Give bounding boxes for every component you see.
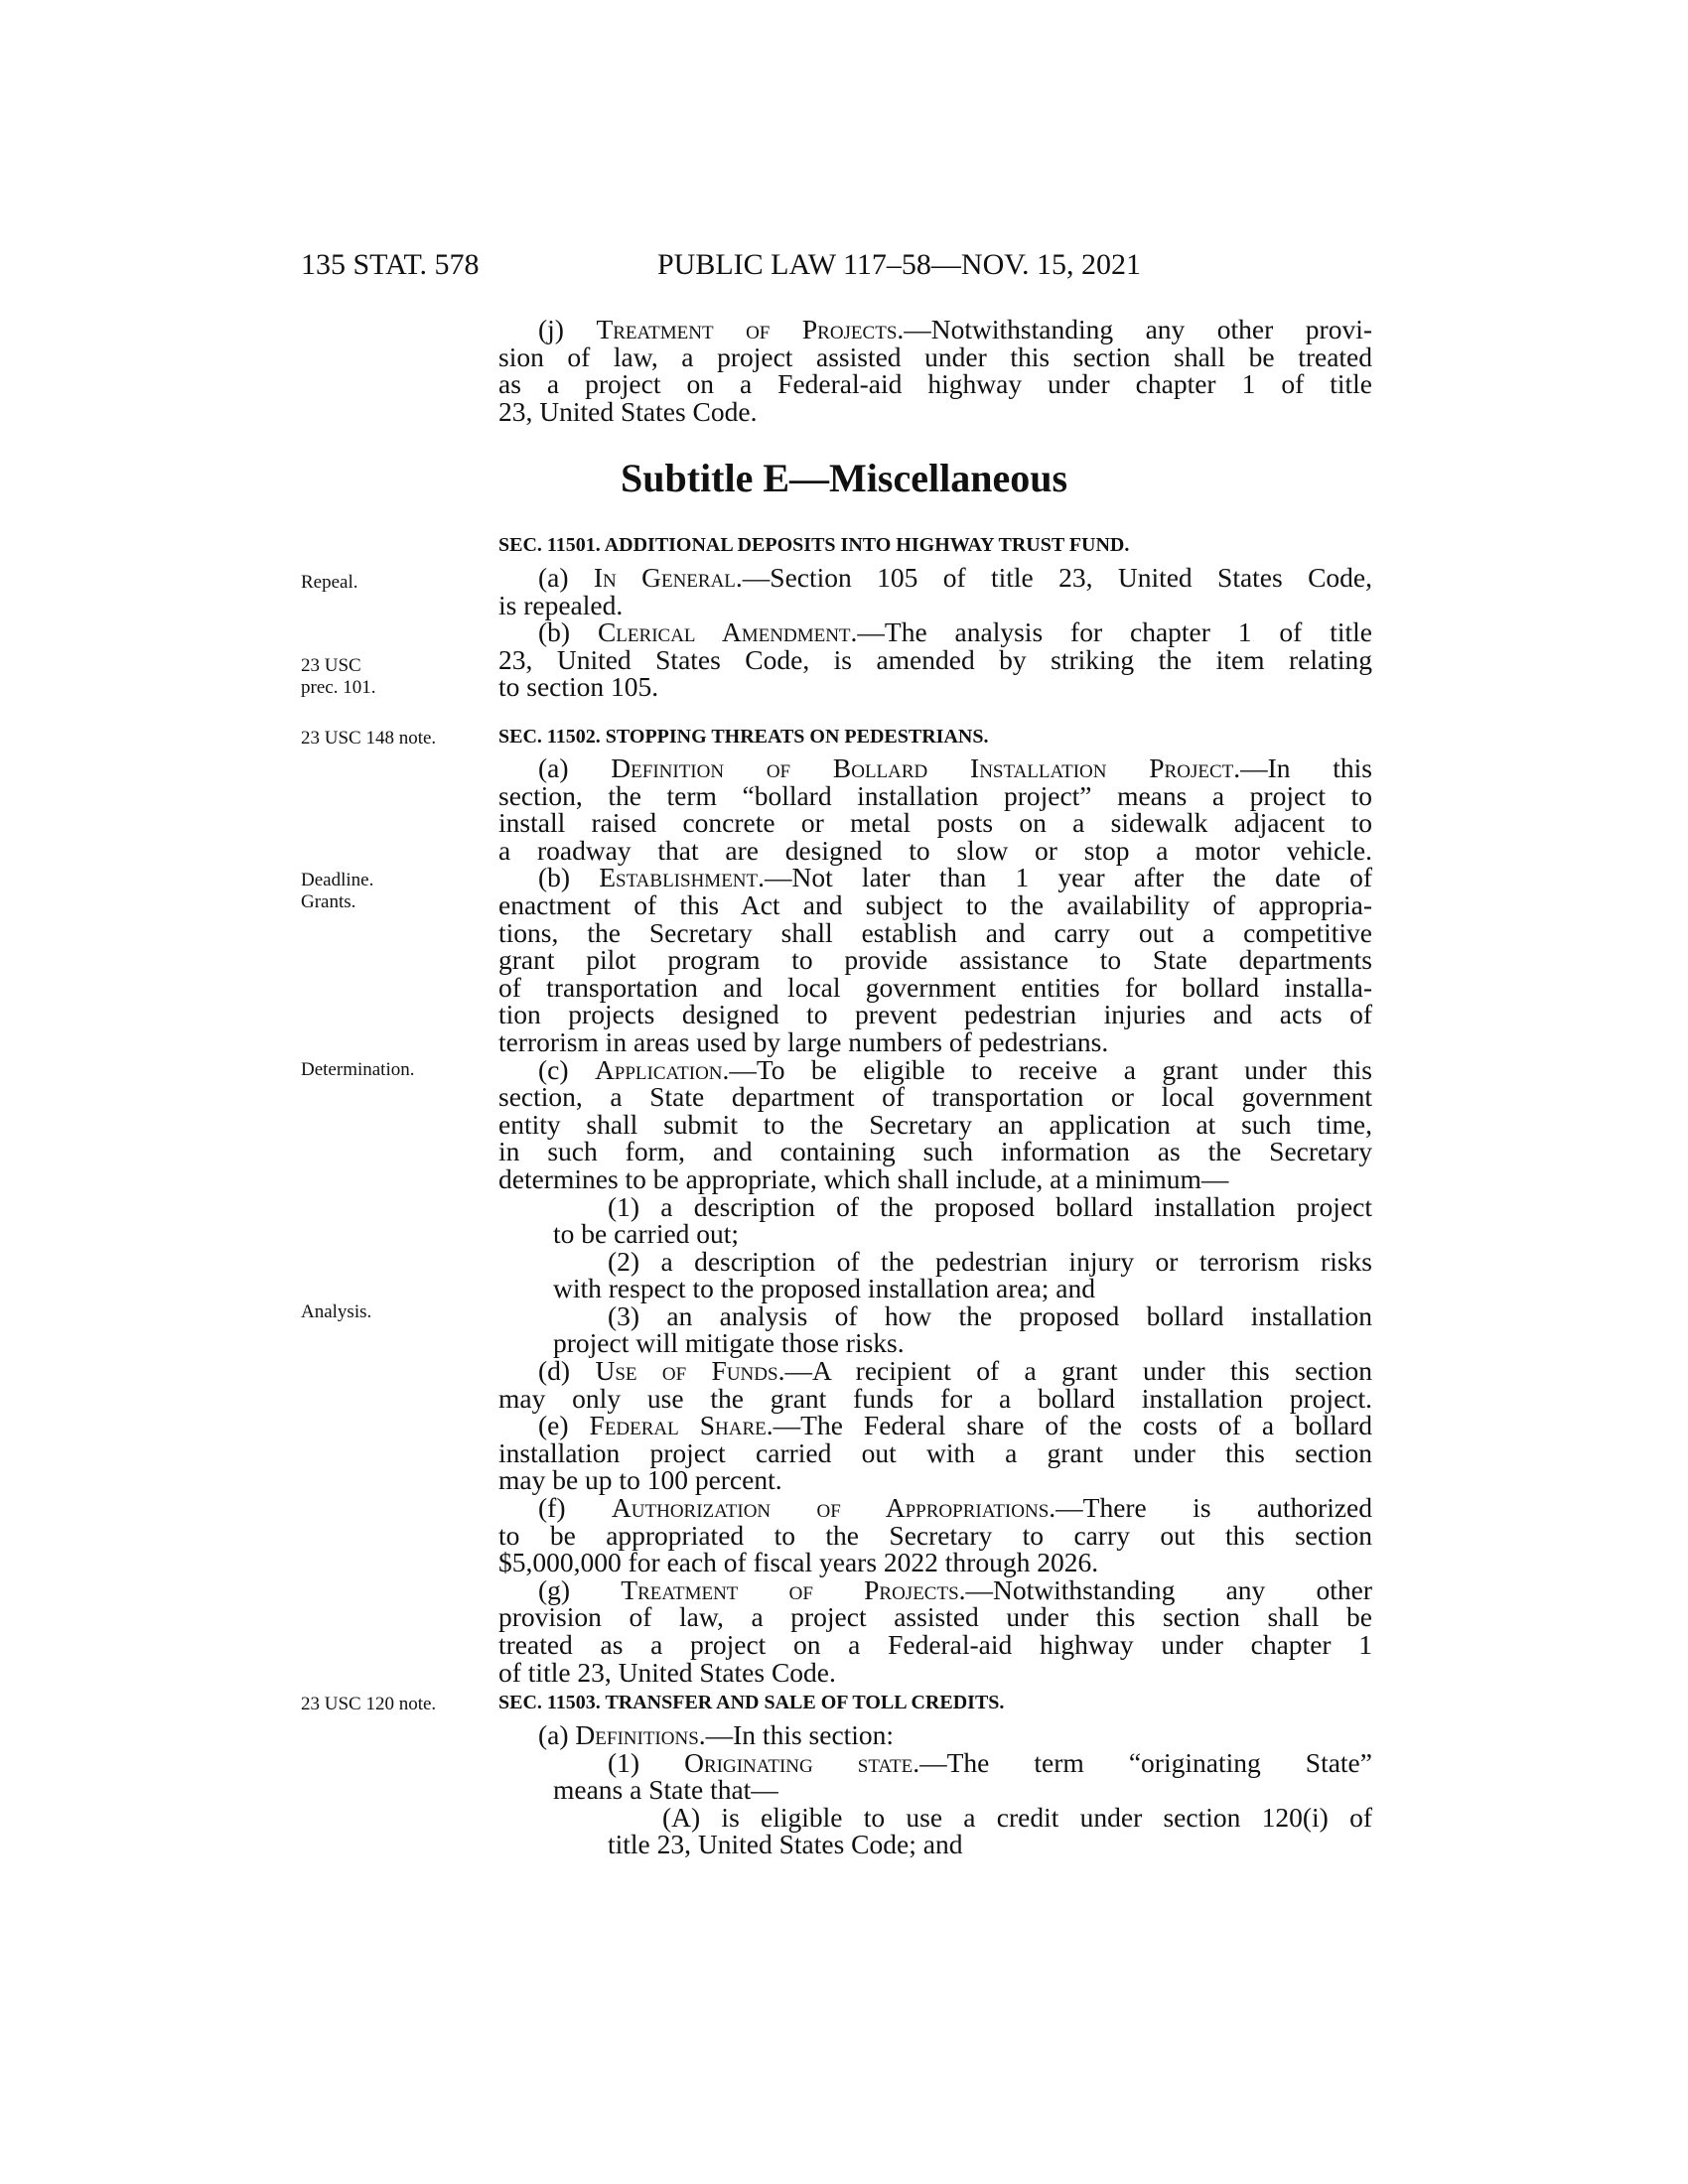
text-line: (1) a description of the proposed bollard installation project xyxy=(608,1190,1372,1222)
margin-note-determination: Determination. xyxy=(301,1059,415,1080)
text-line: project will mitigate those risks. xyxy=(553,1327,905,1359)
text-line: section, a State department of transportation or local government xyxy=(498,1081,1372,1113)
margin-note-line: Deadline. xyxy=(301,870,374,890)
text-line xyxy=(498,1721,1372,1749)
text-line: with respect to the proposed installation area; and xyxy=(553,1273,1096,1304)
text-line: 23, United States Code, is amended by striking the item relating xyxy=(498,643,1372,675)
text-fragment: .—In this xyxy=(1233,752,1373,783)
margin-note-120: 23 USC 120 note. xyxy=(301,1694,437,1714)
text-line: grant pilot program to provide assistance to State departments xyxy=(498,944,1372,976)
text-line: to section 105. xyxy=(498,671,659,703)
text-line: installation project carried out with a grant under this section xyxy=(498,1436,1372,1468)
subtitle-heading: Subtitle E—Miscellaneous xyxy=(620,456,1068,500)
paragraph-heading: Treatment of Projects xyxy=(621,1573,959,1605)
paragraph-heading: Establishment xyxy=(599,862,759,893)
text-line: provision of law, a project assisted under this section shall be xyxy=(498,1601,1372,1633)
text-line: of title 23, United States Code. xyxy=(498,1656,836,1688)
text-line xyxy=(498,1494,1372,1522)
text-line: (A) is eligible to use a credit under section 120(i) of xyxy=(662,1801,1372,1833)
paragraph-label: (b) xyxy=(538,616,598,648)
margin-note-148: 23 USC 148 note. xyxy=(301,728,437,749)
section-11501-body xyxy=(498,564,1372,701)
text-line xyxy=(498,1412,1372,1439)
paragraph-label: (b) xyxy=(538,862,600,893)
text-fragment: .—A recipient of a grant under this section xyxy=(777,1355,1372,1387)
text-line: determines to be appropriate, which shall include, at a minimum— xyxy=(498,1162,1229,1194)
paragraph-heading: Clerical Amendment xyxy=(597,616,851,648)
paragraph-j-treatment xyxy=(498,316,1372,425)
text-fragment: .—Not later than 1 year after the date of xyxy=(758,862,1372,893)
text-line: in such form, and containing such information as the Secretary xyxy=(498,1136,1372,1167)
section-11503-body xyxy=(498,1721,1372,1858)
text-line xyxy=(498,1357,1372,1385)
paragraph-label: (a) xyxy=(538,1719,576,1750)
paragraph-heading: Definitions xyxy=(575,1719,699,1750)
paragraph-heading: In General xyxy=(593,562,736,593)
section-11503-heading: SEC. 11503. TRANSFER AND SALE OF TOLL CREDITS. xyxy=(498,1692,1005,1713)
page-stat-citation: 135 STAT. 578 xyxy=(301,248,480,281)
paragraph-heading: Originating state xyxy=(684,1746,914,1778)
text-line: may be up to 100 percent. xyxy=(498,1464,782,1496)
text-line: terrorism in areas used by large numbers of pedestrians. xyxy=(498,1025,1109,1057)
running-header: PUBLIC LAW 117–58—NOV. 15, 2021 xyxy=(657,248,1142,281)
margin-note-usc xyxy=(301,655,375,699)
text-line: is repealed. xyxy=(498,589,624,620)
text-line: to be carried out; xyxy=(553,1218,740,1250)
text-line xyxy=(498,1746,1372,1778)
text-line: sion of law, a project assisted under this section shall be treated xyxy=(498,341,1372,372)
heading-dash: .— xyxy=(897,314,931,344)
paragraph-heading: Treatment of Projects xyxy=(596,314,898,344)
text-fragment: .—There is authorized xyxy=(1049,1492,1372,1524)
paragraph-heading: Authorization of Appropriations xyxy=(611,1492,1050,1524)
text-line: (3) an analysis of how the proposed bollard installation xyxy=(608,1299,1372,1331)
section-11501-heading: SEC. 11501. ADDITIONAL DEPOSITS INTO HIGHWAY TRUST FUND. xyxy=(498,534,1130,556)
text-line: to be appropriated to the Secretary to carry out this section xyxy=(498,1519,1372,1551)
text-line xyxy=(498,1053,1373,1085)
text-line: a roadway that are designed to slow or stop a motor vehicle. xyxy=(498,834,1372,866)
text-line: as a project on a Federal-aid highway under chapter 1 of title xyxy=(498,368,1372,400)
margin-note-analysis: Analysis. xyxy=(301,1301,372,1322)
text-fragment: Notwithstanding any other provi- xyxy=(930,314,1372,344)
margin-note-line: prec. 101. xyxy=(301,677,376,698)
text-line xyxy=(498,1573,1372,1605)
paragraph-label: (1) xyxy=(608,1746,685,1778)
paragraph-label: (d) xyxy=(538,1355,596,1387)
margin-note-line: 23 USC xyxy=(301,655,361,676)
text-line: treated as a project on a Federal-aid highway under chapter 1 xyxy=(498,1629,1372,1660)
text-fragment: .—The Federal share of the costs of a bollard xyxy=(766,1410,1372,1441)
paragraph-heading: Use of Funds xyxy=(595,1355,778,1387)
text-fragment: .—The analysis for chapter 1 of title xyxy=(850,616,1372,648)
margin-note-repeal: Repeal. xyxy=(301,572,358,593)
text-line: title 23, United States Code; and xyxy=(608,1829,963,1860)
text-line xyxy=(498,564,1372,592)
text-fragment: .—Notwithstanding any other xyxy=(958,1573,1372,1605)
paragraph-label: (a) xyxy=(538,562,594,593)
paragraph-label: (j) xyxy=(538,314,597,344)
text-line xyxy=(498,618,1372,646)
paragraph-heading: Federal Share xyxy=(589,1410,767,1441)
paragraph-label: (e) xyxy=(538,1410,590,1441)
text-fragment: .—To be eligible to receive a grant under this xyxy=(722,1053,1373,1085)
text-line xyxy=(498,864,1372,891)
section-11502-body xyxy=(498,754,1372,1686)
text-line: means a State that— xyxy=(553,1774,778,1806)
text-line: of transportation and local government entities for bollard installa- xyxy=(498,971,1372,1003)
text-line: entity shall submit to the Secretary an application at such time, xyxy=(498,1108,1372,1140)
paragraph-heading: Application xyxy=(594,1053,723,1085)
text-line: tions, the Secretary shall establish and carry out a competitive xyxy=(498,916,1372,948)
paragraph-label: (g) xyxy=(538,1573,622,1605)
text-line: $5,000,000 for each of fiscal years 2022 through 2026. xyxy=(498,1547,1099,1578)
text-line: install raised concrete or metal posts on a sidewalk adjacent to xyxy=(498,807,1372,839)
text-line xyxy=(498,754,1372,782)
section-11502-heading: SEC. 11502. STOPPING THREATS ON PEDESTRIANS. xyxy=(498,726,989,748)
paragraph-label: (c) xyxy=(538,1053,595,1085)
text-line: (2) a description of the pedestrian injury or terrorism risks xyxy=(608,1245,1372,1277)
text-fragment: .—The term “originating State” xyxy=(913,1746,1372,1778)
text-line: 23, United States Code. xyxy=(498,395,758,427)
text-line: tion projects designed to prevent pedestrian injuries and acts of xyxy=(498,999,1372,1030)
paragraph-label: (a) xyxy=(538,752,612,783)
text-fragment: .—In this section: xyxy=(698,1719,895,1750)
text-line: section, the term “bollard installation project” means a project to xyxy=(498,779,1372,811)
paragraph-heading: Definition of Bollard Installation Project xyxy=(611,752,1234,783)
text-line: enactment of this Act and subject to the availability of appropria- xyxy=(498,888,1372,920)
text-line: may only use the grant funds for a bollard installation project. xyxy=(498,1382,1372,1414)
text-line xyxy=(498,316,1372,343)
margin-note-deadline xyxy=(301,870,373,913)
margin-note-line: Grants. xyxy=(301,891,356,912)
text-fragment: .—Section 105 of title 23, United States Code, xyxy=(735,562,1372,593)
paragraph-label: (f) xyxy=(538,1492,612,1524)
